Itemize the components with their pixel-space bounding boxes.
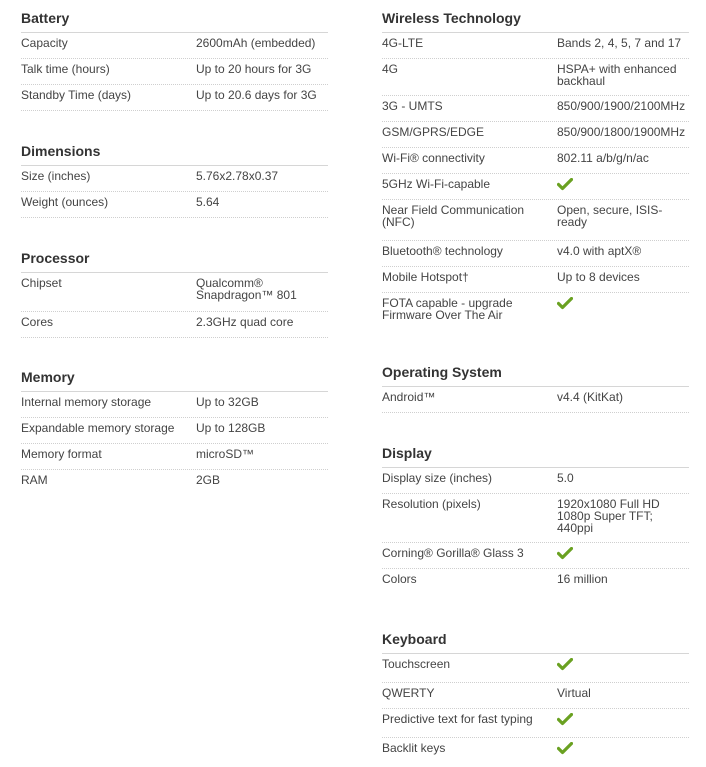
spec-row	[382, 468, 689, 494]
spec-row	[382, 569, 689, 595]
spec-value: Up to 128GB	[196, 421, 266, 435]
spec-row	[21, 444, 328, 470]
spec-value: Qualcomm® Snapdragon™ 801	[196, 276, 297, 302]
spec-value: Up to 32GB	[196, 395, 259, 409]
spec-row	[382, 33, 689, 59]
spec-label: GSM/GPRS/EDGE	[382, 125, 485, 139]
spec-label: 4G	[382, 62, 399, 76]
spec-label: Predictive text for fast typing	[382, 712, 533, 726]
spec-row	[382, 709, 689, 738]
spec-value	[557, 297, 689, 331]
spec-value: 1920x1080 Full HD 1080p Super TFT; 440ppi	[557, 497, 660, 535]
keyboard-section	[382, 629, 689, 767]
memory-section	[21, 367, 328, 496]
spec-row	[382, 174, 689, 200]
spec-row	[21, 59, 328, 85]
spec-label: Cores	[21, 315, 54, 329]
section-title: Operating System	[382, 362, 689, 387]
spec-row	[382, 122, 689, 148]
spec-row	[382, 200, 689, 241]
section-title: Processor	[21, 248, 328, 273]
spec-row	[382, 293, 689, 331]
spec-label: RAM	[21, 473, 48, 487]
spec-value	[557, 658, 689, 682]
section-title: Battery	[21, 8, 328, 33]
spec-row	[21, 33, 328, 59]
spec-value: 5.76x2.78x0.37	[196, 169, 279, 183]
spec-value: microSD™	[196, 447, 255, 461]
dimensions-section	[21, 141, 328, 218]
spec-label: Capacity	[21, 36, 68, 50]
spec-row	[21, 312, 328, 338]
spec-row	[382, 59, 689, 96]
spec-label: Backlit keys	[382, 741, 446, 755]
spec-row	[21, 418, 328, 444]
spec-row	[21, 192, 328, 218]
spec-value	[557, 547, 689, 568]
check-icon	[557, 178, 573, 191]
spec-row	[21, 273, 328, 312]
spec-value: 5.0	[557, 471, 574, 485]
spec-value: Open, secure, ISIS-ready	[557, 203, 663, 229]
spec-label: 3G - UMTS	[382, 99, 443, 113]
spec-row	[382, 267, 689, 293]
spec-row	[21, 470, 328, 496]
spec-label: Standby Time (days)	[21, 88, 132, 102]
spec-value: 5.64	[196, 195, 220, 209]
section-title: Memory	[21, 367, 328, 392]
section-title: Wireless Technology	[382, 8, 689, 33]
spec-value: HSPA+ with enhanced backhaul	[557, 62, 677, 88]
spec-row	[382, 96, 689, 122]
spec-row	[382, 494, 689, 543]
section-title: Keyboard	[382, 629, 689, 654]
check-icon	[557, 742, 573, 755]
spec-row	[21, 85, 328, 111]
spec-value: 850/900/1800/1900MHz	[557, 125, 686, 139]
check-icon	[557, 547, 573, 560]
spec-label: Colors	[382, 572, 417, 586]
spec-label: Android™	[382, 390, 436, 404]
spec-value: Virtual	[557, 686, 591, 700]
spec-row	[382, 654, 689, 683]
spec-row	[382, 738, 689, 767]
spec-value: 2.3GHz quad core	[196, 315, 294, 329]
processor-section	[21, 248, 328, 338]
spec-value: 850/900/1900/2100MHz	[557, 99, 686, 113]
spec-value: Up to 20 hours for 3G	[196, 62, 312, 76]
spec-label: 5GHz Wi-Fi-capable	[382, 177, 491, 191]
battery-section	[21, 8, 328, 111]
spec-value: 2600mAh (embedded)	[196, 36, 316, 50]
spec-label: Bluetooth® technology	[382, 244, 503, 258]
spec-value: 2GB	[196, 473, 221, 487]
spec-label: Wi-Fi® connectivity	[382, 151, 485, 165]
section-title: Dimensions	[21, 141, 328, 166]
spec-row	[382, 387, 689, 413]
spec-row	[21, 392, 328, 418]
spec-row	[382, 543, 689, 569]
check-icon	[557, 297, 573, 310]
spec-row	[382, 148, 689, 174]
display-section	[382, 443, 689, 595]
spec-label: Touchscreen	[382, 657, 451, 671]
spec-label: Chipset	[21, 276, 62, 290]
spec-label: Mobile Hotspot†	[382, 270, 469, 284]
spec-value: Up to 20.6 days for 3G	[196, 88, 317, 102]
wireless-section	[382, 8, 689, 331]
spec-label: FOTA capable - upgrade Firmware Over The Air	[382, 296, 513, 322]
spec-row	[382, 241, 689, 267]
spec-label: Talk time (hours)	[21, 62, 110, 76]
spec-label: Corning® Gorilla® Glass 3	[382, 546, 524, 560]
spec-value: Bands 2, 4, 5, 7 and 17	[557, 36, 682, 50]
spec-label: Expandable memory storage	[21, 421, 175, 435]
spec-label: Size (inches)	[21, 169, 91, 183]
spec-label: Internal memory storage	[21, 395, 152, 409]
spec-label: Near Field Communication (NFC)	[382, 203, 525, 229]
spec-row	[21, 166, 328, 192]
spec-label: QWERTY	[382, 686, 435, 700]
operating-system-section	[382, 362, 689, 413]
spec-label: Memory format	[21, 447, 102, 461]
spec-label: Display size (inches)	[382, 471, 493, 485]
spec-value	[557, 713, 689, 737]
spec-label: Weight (ounces)	[21, 195, 109, 209]
spec-value: v4.4 (KitKat)	[557, 390, 624, 404]
spec-value	[557, 742, 689, 767]
check-icon	[557, 658, 573, 671]
check-icon	[557, 713, 573, 726]
spec-value: 16 million	[557, 572, 608, 586]
spec-value: v4.0 with aptX®	[557, 244, 642, 258]
spec-row	[382, 683, 689, 709]
spec-value: Up to 8 devices	[557, 270, 640, 284]
spec-value	[557, 178, 689, 199]
spec-label: 4G-LTE	[382, 36, 424, 50]
section-title: Display	[382, 443, 689, 468]
spec-label: Resolution (pixels)	[382, 497, 481, 511]
spec-value: 802.11 a/b/g/n/ac	[557, 151, 649, 165]
